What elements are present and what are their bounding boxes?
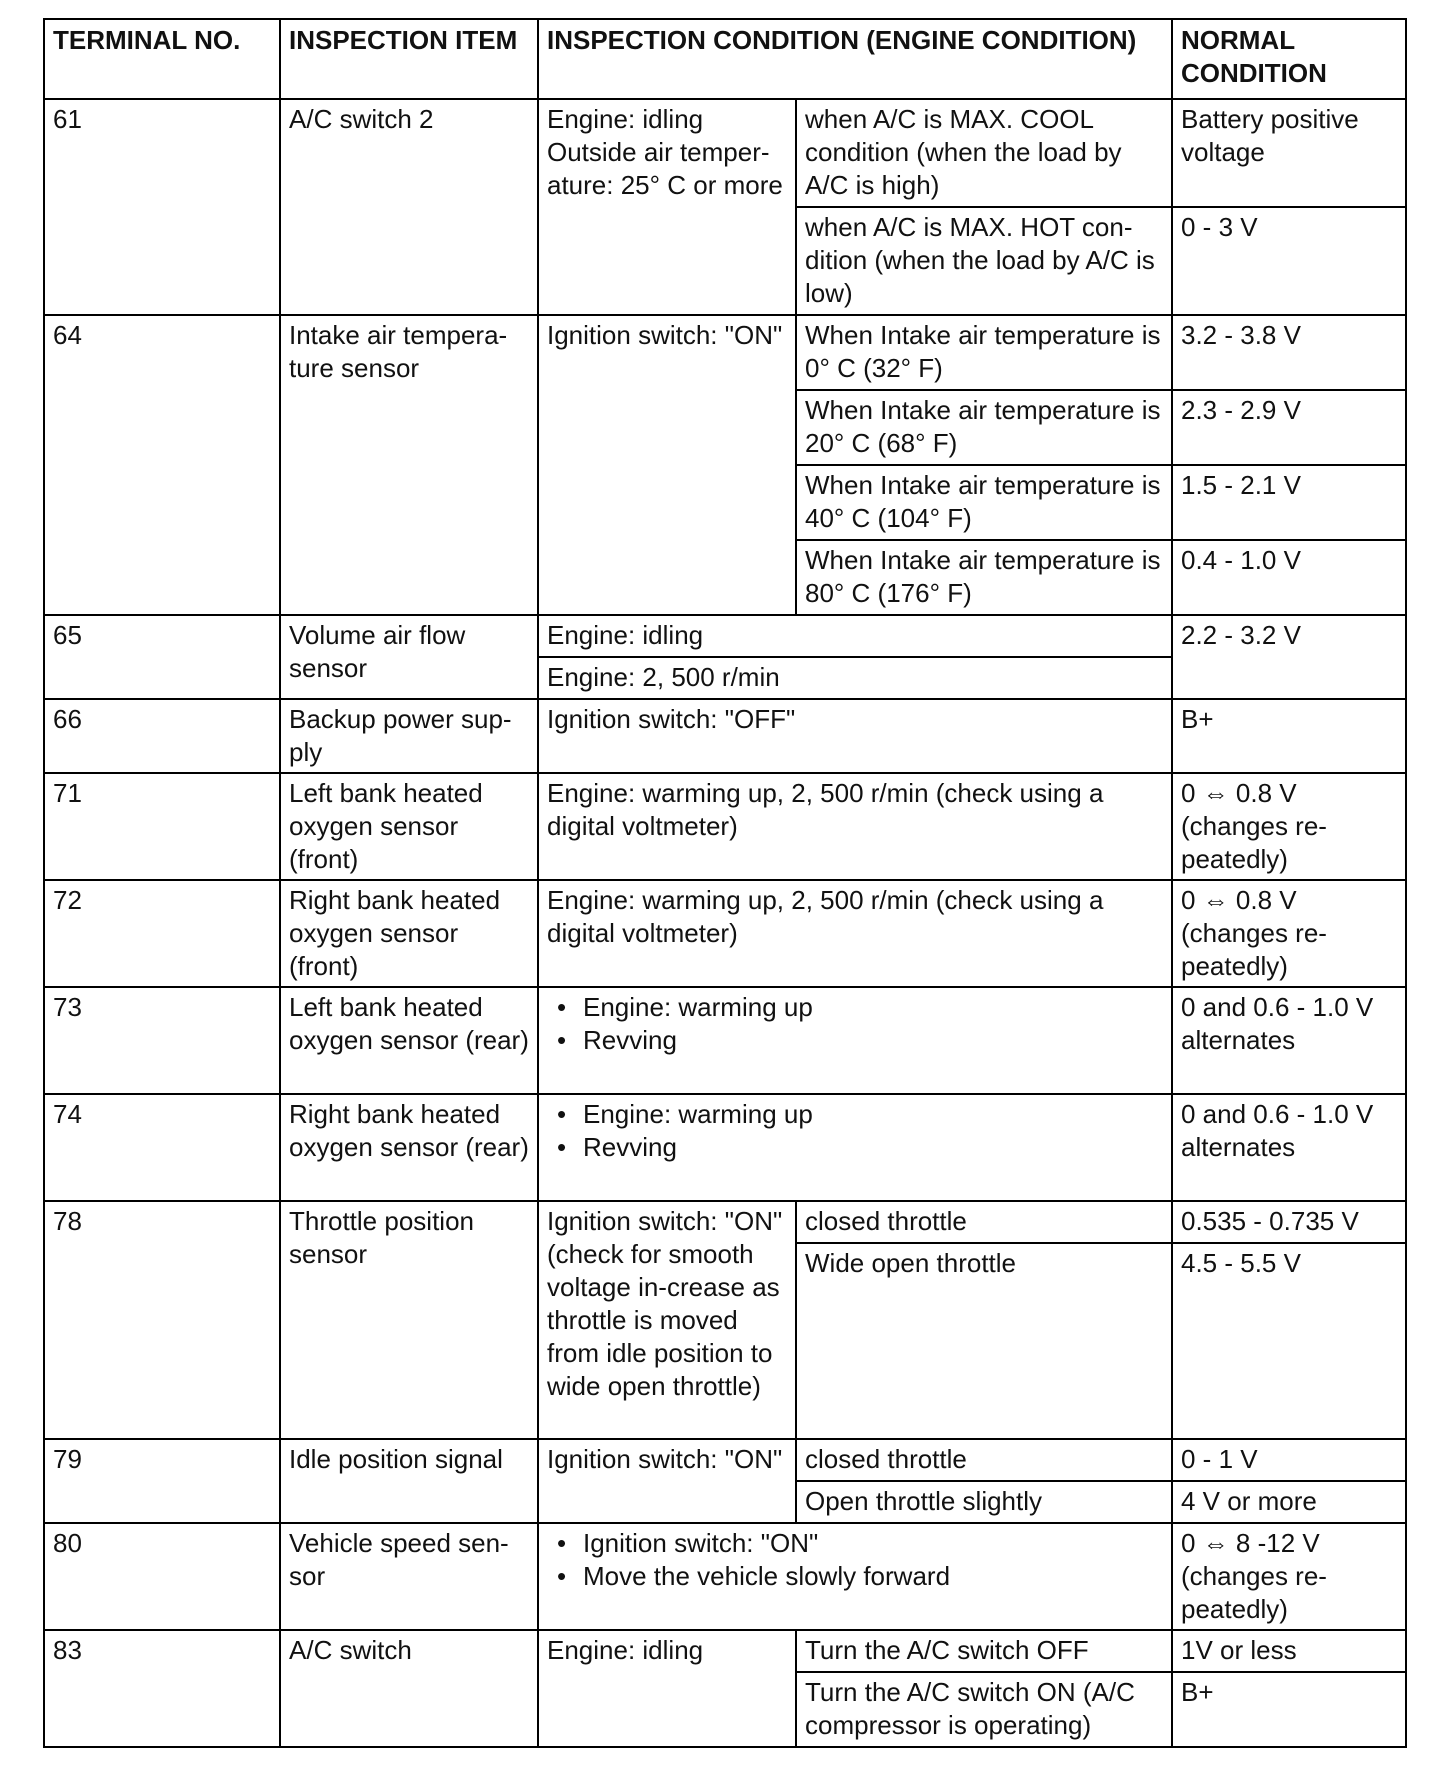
condition-cell: Engine: idling [538,615,1172,657]
item-cell: A/C switch [280,1630,538,1747]
condition-cell: Engine: warming up, 2, 500 r/min (check using a digital voltmeter) [538,773,1172,880]
item-cell: A/C switch 2 [280,99,538,315]
item-cell: Throttle position sensor [280,1201,538,1439]
normal-cell: 3.2 - 3.8 V [1172,315,1406,390]
header-terminal-no: TERMINAL NO. [44,19,280,99]
sub-condition-cell: when A/C is MAX. COOL condition (when the load by A/C is high) [796,99,1172,207]
sub-condition-cell: when A/C is MAX. HOT con-dition (when the load by A/C is low) [796,207,1172,315]
header-normal-condition: NORMAL CONDITION [1172,19,1406,99]
normal-cell: 0 ⇔ 0.8 V (changes re-peatedly) [1172,773,1406,880]
normal-cell: 0 ⇔ 8 -12 V (changes re-peatedly) [1172,1523,1406,1630]
sub-condition-cell: When Intake air temperature is 0° C (32° F) [796,315,1172,390]
sub-condition-cell: closed throttle [796,1439,1172,1481]
normal-cell: 0 and 0.6 - 1.0 V alternates [1172,987,1406,1094]
sub-condition-cell: closed throttle [796,1201,1172,1243]
terminal-cell: 83 [44,1630,280,1747]
condition-cell: Ignition switch: "OFF" [538,699,1172,773]
condition-cell [538,1523,1172,1630]
item-cell: Vehicle speed sen-sor [280,1523,538,1630]
normal-cell: 0 - 3 V [1172,207,1406,315]
item-cell: Backup power sup-ply [280,699,538,773]
table-row [44,1523,1406,1630]
item-cell: Volume air flow sensor [280,615,538,699]
normal-cell: 2.2 - 3.2 V [1172,615,1406,699]
condition-cell: Engine: idling Outside air temper-ature: 25° C or more [538,99,796,315]
sub-condition-cell: When Intake air temperature is 80° C (176° F) [796,540,1172,615]
table-row [44,987,1406,1094]
sub-condition-cell: Turn the A/C switch ON (A/C compressor is operating) [796,1672,1172,1747]
header-inspection-item: INSPECTION ITEM [280,19,538,99]
table-row [44,1630,1406,1672]
normal-cell: 4 V or more [1172,1481,1406,1523]
terminal-cell: 80 [44,1523,280,1630]
item-cell: Left bank heated oxygen sensor (rear) [280,987,538,1094]
sub-condition-cell: Turn the A/C switch OFF [796,1630,1172,1672]
condition-cell: Engine: 2, 500 r/min [538,657,1172,699]
condition-bullet: • Engine: warming up [557,991,1163,1024]
condition-cell: Engine: warming up, 2, 500 r/min (check using a digital voltmeter) [538,880,1172,987]
condition-cell: Ignition switch: "ON" [538,1439,796,1523]
terminal-cell: 78 [44,1201,280,1439]
normal-cell: 4.5 - 5.5 V [1172,1243,1406,1439]
item-cell: Left bank heated oxygen sensor (front) [280,773,538,880]
normal-cell: B+ [1172,1672,1406,1747]
table-row [44,315,1406,390]
condition-bullet: • Revving [557,1024,1163,1057]
terminal-cell: 65 [44,615,280,699]
sub-condition-cell: When Intake air temperature is 20° C (68° F) [796,390,1172,465]
table-row [44,615,1406,657]
normal-cell: B+ [1172,699,1406,773]
condition-bullet: • Revving [557,1131,1163,1164]
sub-condition-cell: Wide open throttle [796,1243,1172,1439]
sub-condition-cell: When Intake air temperature is 40° C (104° F) [796,465,1172,540]
normal-cell: 0.535 - 0.735 V [1172,1201,1406,1243]
item-cell: Right bank heated oxygen sensor (rear) [280,1094,538,1201]
normal-cell: 0.4 - 1.0 V [1172,540,1406,615]
item-cell: Idle position signal [280,1439,538,1523]
terminal-inspection-table [43,18,1407,1748]
condition-bullet: • Move the vehicle slowly forward [557,1560,1163,1593]
table-row [44,880,1406,987]
table-row [44,1094,1406,1201]
condition-cell [538,1094,1172,1201]
normal-cell: 0 - 1 V [1172,1439,1406,1481]
terminal-cell: 79 [44,1439,280,1523]
table-row [44,699,1406,773]
terminal-cell: 61 [44,99,280,315]
terminal-cell: 71 [44,773,280,880]
table-row [44,1201,1406,1243]
normal-cell: 0 ⇔ 0.8 V (changes re-peatedly) [1172,880,1406,987]
table-row [44,99,1406,207]
condition-bullet-list [547,991,1163,1057]
condition-bullet: • Ignition switch: "ON" [557,1527,1163,1560]
normal-cell: 2.3 - 2.9 V [1172,390,1406,465]
normal-cell: 1.5 - 2.1 V [1172,465,1406,540]
terminal-cell: 72 [44,880,280,987]
item-cell: Intake air tempera-ture sensor [280,315,538,615]
normal-cell: 1V or less [1172,1630,1406,1672]
table-row [44,1439,1406,1481]
condition-cell [538,987,1172,1094]
condition-bullet-list [547,1527,1163,1593]
condition-cell: Engine: idling [538,1630,796,1747]
condition-bullet: • Engine: warming up [557,1098,1163,1131]
normal-cell: Battery positive voltage [1172,99,1406,207]
table-header-row [44,19,1406,99]
terminal-cell: 64 [44,315,280,615]
terminal-cell: 73 [44,987,280,1094]
condition-bullet-list [547,1098,1163,1164]
condition-cell: Ignition switch: "ON" [538,315,796,615]
condition-cell: Ignition switch: "ON" (check for smooth voltage in-crease as throttle is moved from idle position to wide open throttle) [538,1201,796,1439]
table-row [44,773,1406,880]
header-inspection-condition: INSPECTION CONDITION (ENGINE CONDITION) [538,19,1172,99]
terminal-cell: 66 [44,699,280,773]
terminal-cell: 74 [44,1094,280,1201]
sub-condition-cell: Open throttle slightly [796,1481,1172,1523]
item-cell: Right bank heated oxygen sensor (front) [280,880,538,987]
normal-cell: 0 and 0.6 - 1.0 V alternates [1172,1094,1406,1201]
